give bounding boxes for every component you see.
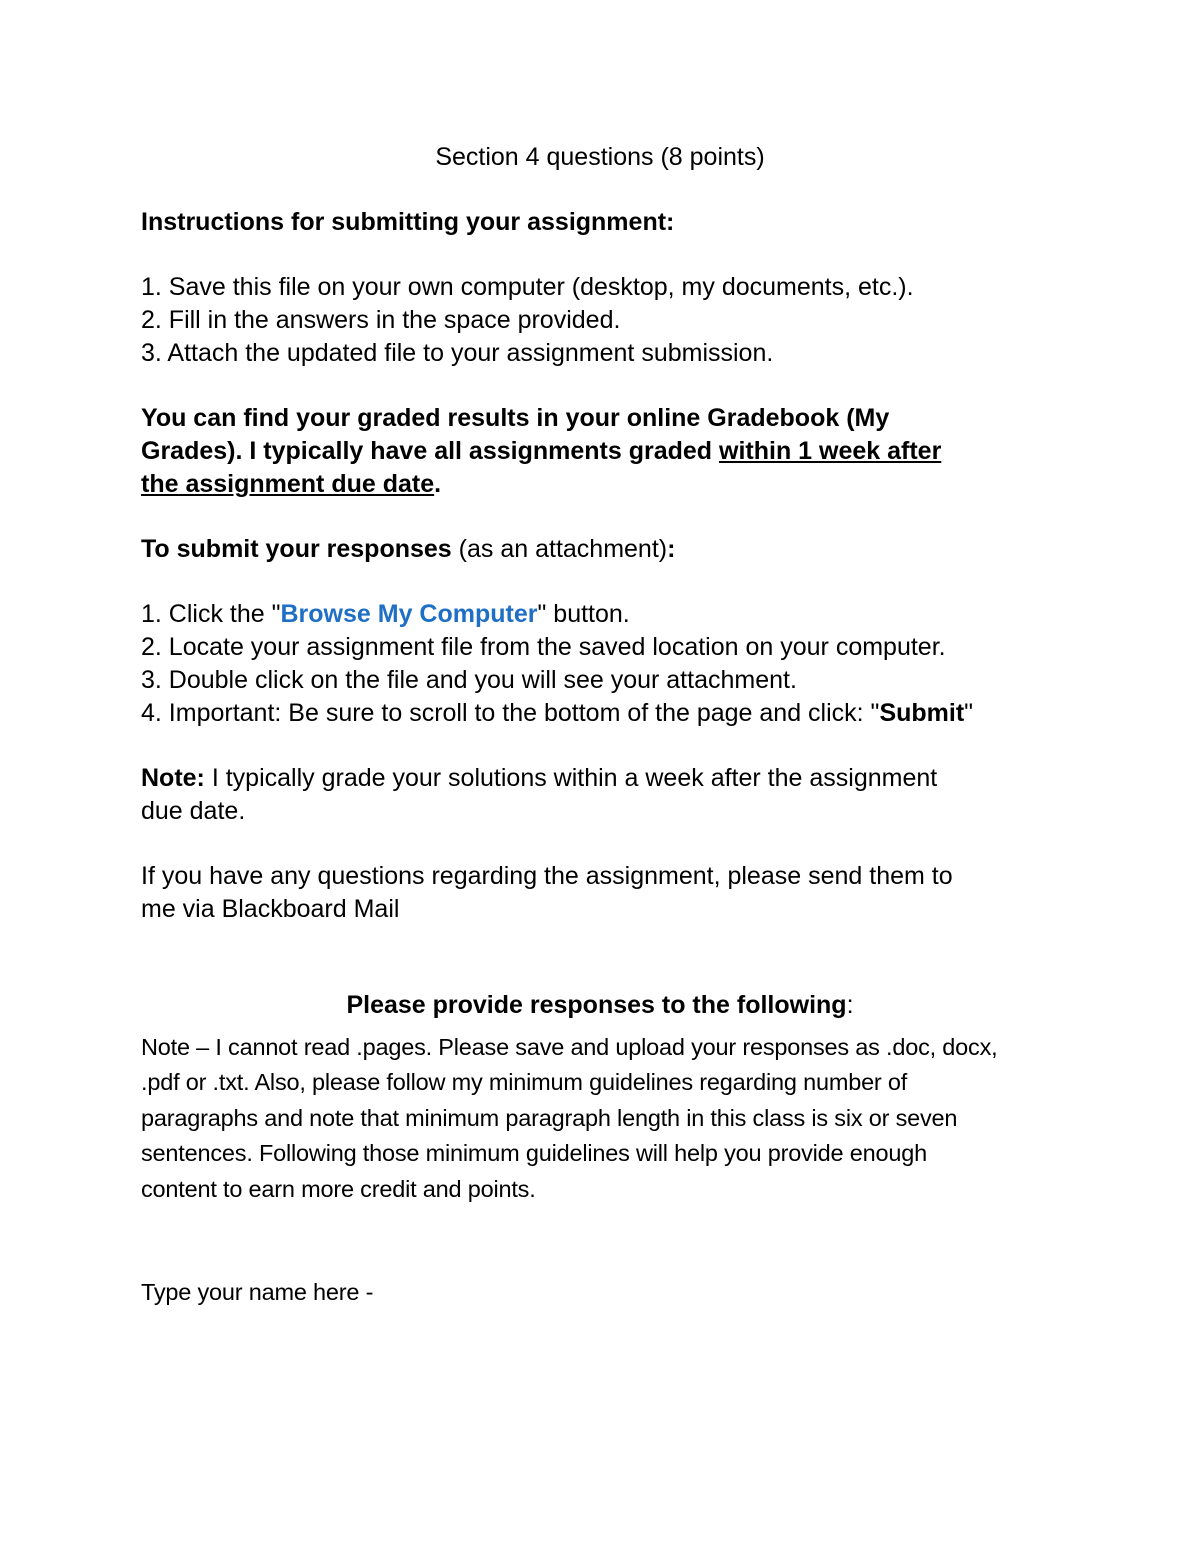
responses-note-line-1: Note – I cannot read .pages. Please save and upload your responses as .doc, docx,: [141, 1034, 998, 1060]
browse-my-computer-text: Browse My Computer: [280, 600, 538, 628]
responses-heading-text: Please provide responses to the following: [346, 991, 847, 1019]
submit-step-4: [141, 697, 973, 730]
submit-heading: [141, 533, 675, 566]
graded-timeframe-underlined: within 1 week after: [719, 437, 942, 465]
submit-word-bold: Submit: [879, 699, 965, 727]
name-prompt[interactable]: Type your name here -: [141, 1279, 374, 1305]
instructions-heading: Instructions for submitting your assignment:: [141, 208, 675, 236]
submit-heading-bold: To submit your responses: [141, 535, 452, 563]
submit-step-1-b: " button.: [537, 600, 630, 628]
submit-heading-plain: (as an attachment): [451, 535, 668, 563]
submit-heading-colon: :: [667, 535, 676, 563]
instruction-step-2: 2. Fill in the answers in the space provided.: [141, 306, 621, 334]
submit-step-2: 2. Locate your assignment file from the saved location on your computer.: [141, 633, 946, 661]
questions-line-2: me via Blackboard Mail: [141, 895, 400, 923]
graded-line-2: [141, 435, 941, 468]
submit-step-4-a: 4. Important: Be sure to scroll to the bottom of the page and click: ": [141, 699, 880, 727]
graded-line-1: You can find your graded results in your online Gradebook (My: [141, 404, 890, 432]
responses-heading: [0, 989, 1200, 1022]
instruction-step-3: 3. Attach the updated file to your assignment submission.: [141, 339, 774, 367]
graded-period: .: [434, 470, 442, 498]
graded-line-3: [141, 468, 441, 501]
responses-note-line-2: .pdf or .txt. Also, please follow my minimum guidelines regarding number of: [141, 1069, 908, 1095]
questions-line-1: If you have any questions regarding the assignment, please send them to: [141, 862, 953, 890]
graded-line-2-text: Grades). I typically have all assignments graded: [141, 437, 720, 465]
submit-step-4-b: ": [964, 699, 974, 727]
note-line-2: due date.: [141, 797, 246, 825]
responses-note-line-4: sentences. Following those minimum guidelines will help you provide enough: [141, 1140, 927, 1166]
submit-step-3: 3. Double click on the file and you will see your attachment.: [141, 666, 797, 694]
responses-note-line-3: paragraphs and note that minimum paragraph length in this class is six or seven: [141, 1105, 958, 1131]
submit-step-1-a: 1. Click the ": [141, 600, 281, 628]
responses-note-line-5: content to earn more credit and points.: [141, 1176, 536, 1202]
instruction-step-1: 1. Save this file on your own computer (desktop, my documents, etc.).: [141, 273, 914, 301]
page-title: Section 4 questions (8 points): [435, 143, 765, 171]
submit-step-1: [141, 598, 630, 631]
note-line-1: [141, 762, 937, 795]
graded-due-date-underlined: the assignment due date: [141, 470, 435, 498]
note-label: Note:: [141, 764, 205, 792]
responses-heading-colon: :: [846, 991, 854, 1019]
note-text: I typically grade your solutions within a week after the assignment: [204, 764, 938, 792]
